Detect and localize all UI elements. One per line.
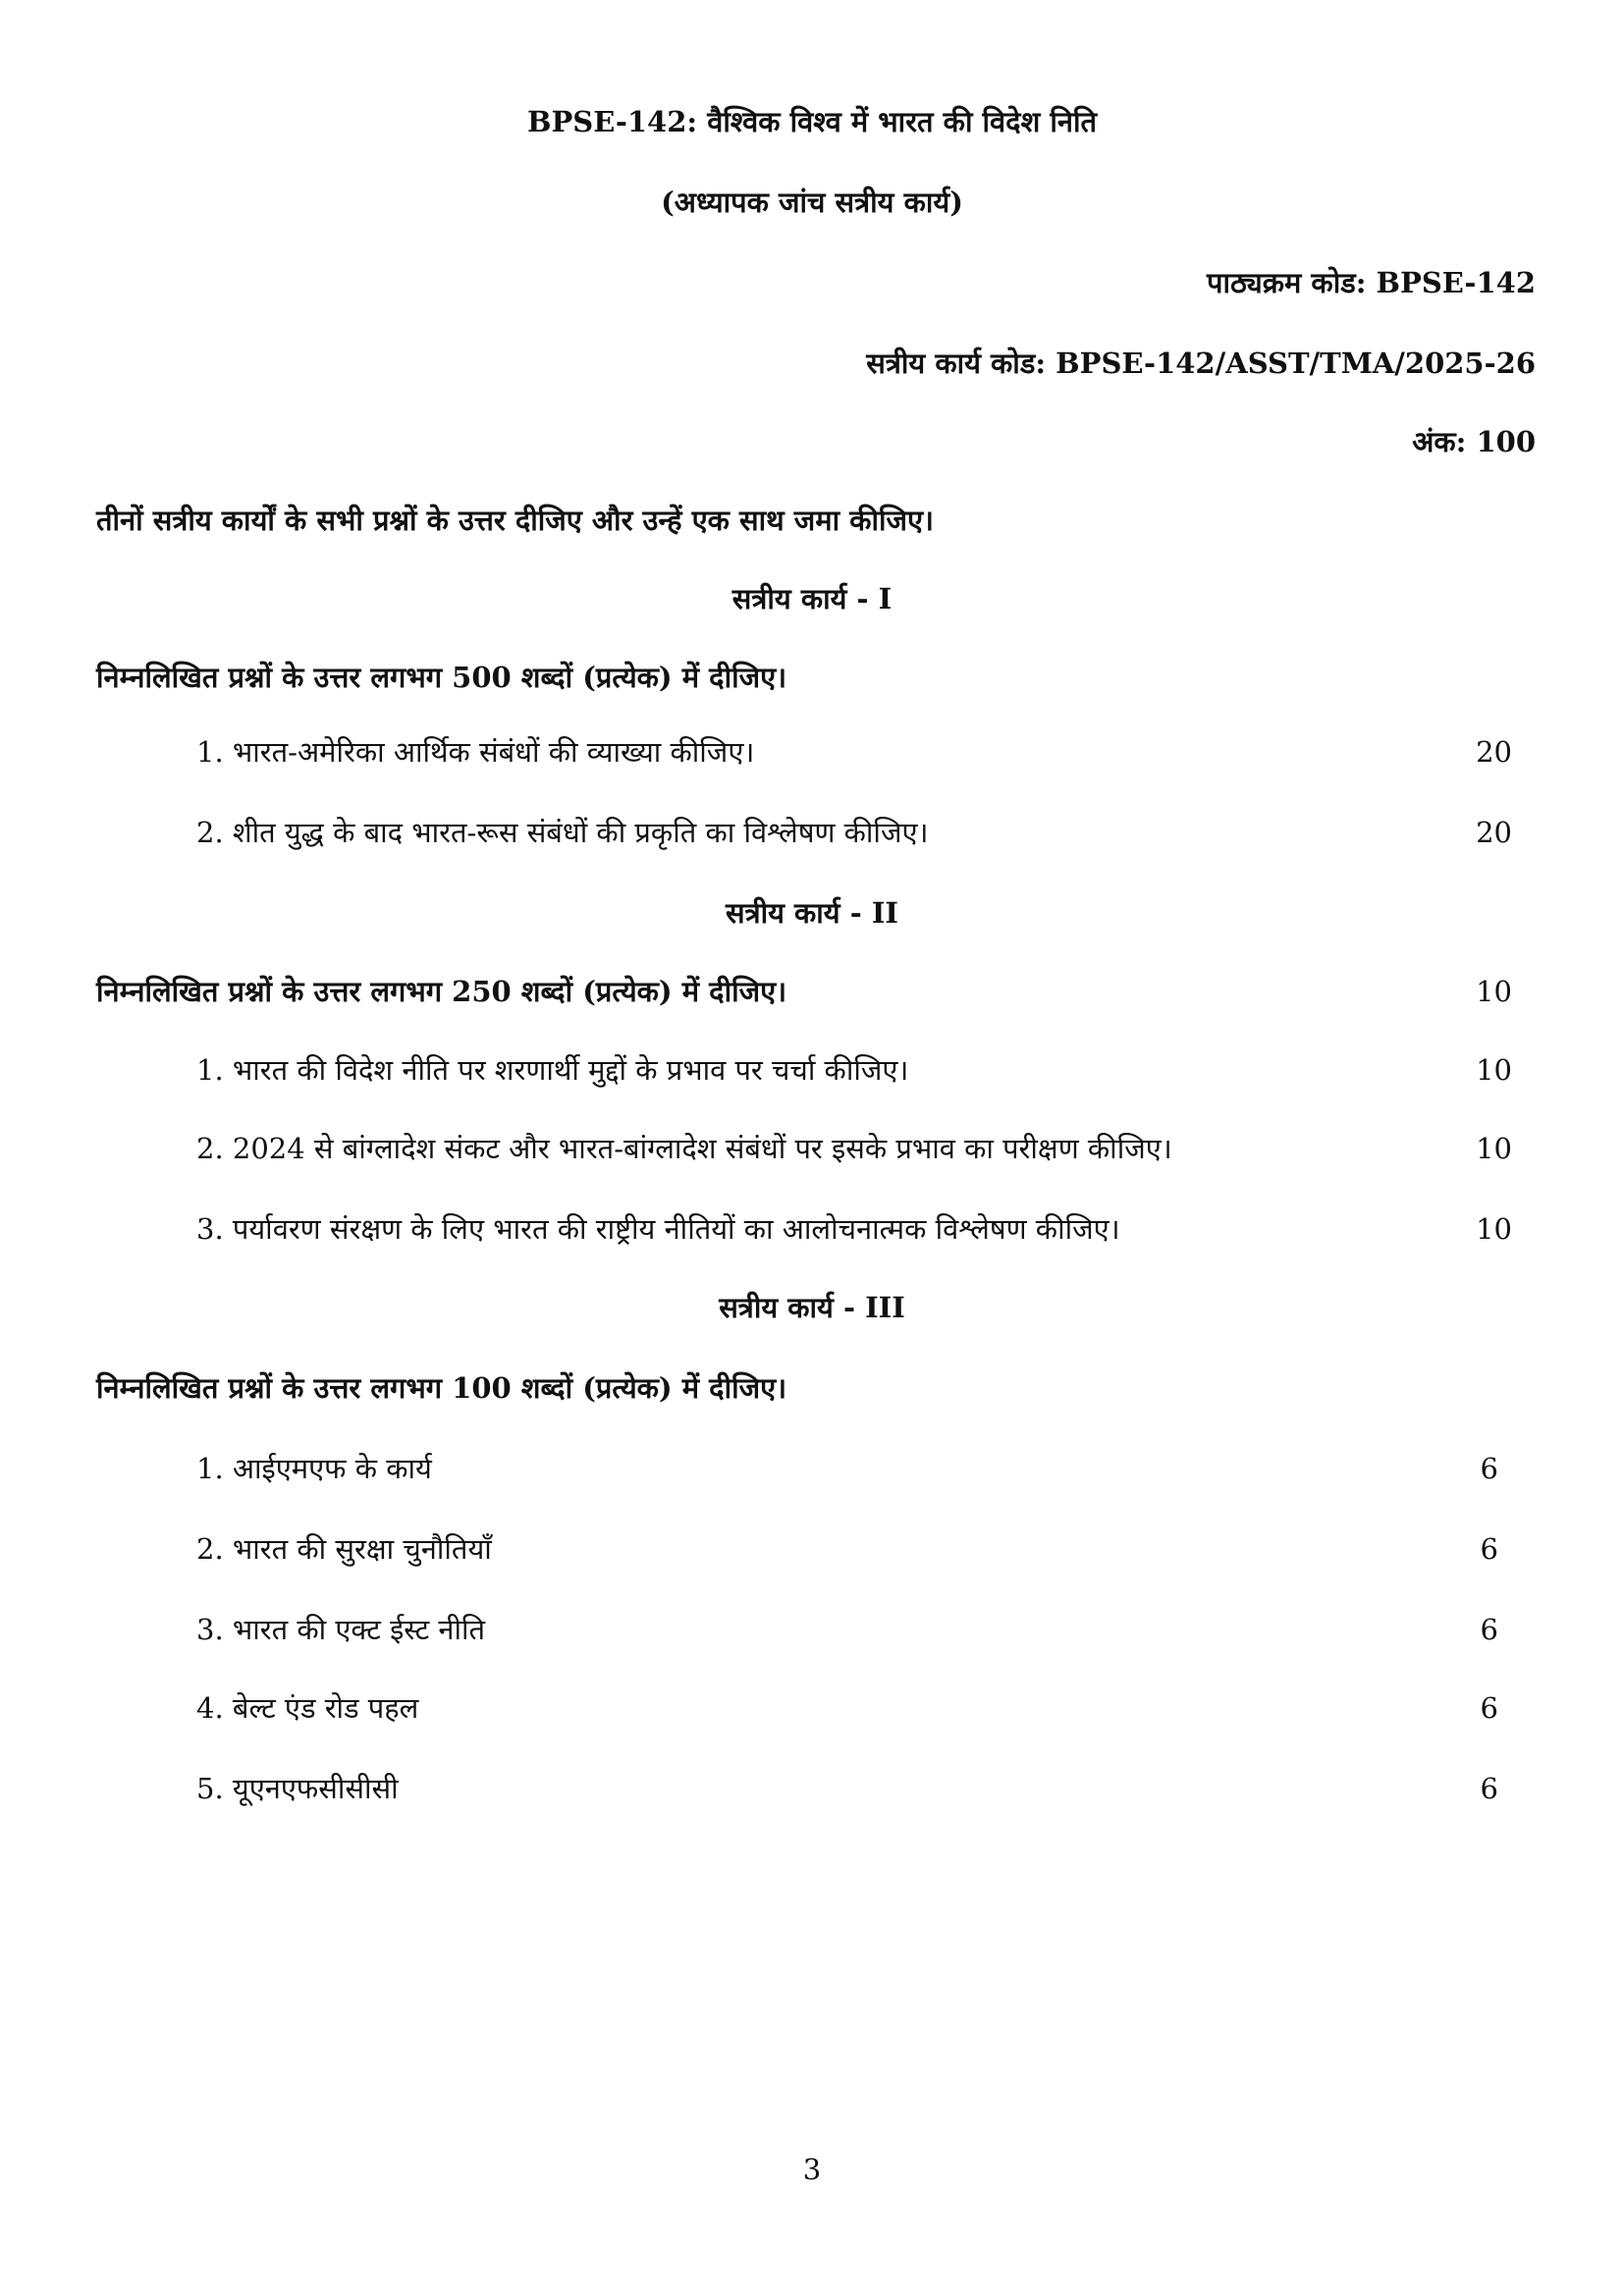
question-text: 1. भारत की विदेश नीति पर शरणार्थी मुद्दों के प्रभाव पर चर्चा कीजिए। [196, 1053, 909, 1087]
page-number: 3 [802, 2153, 822, 2186]
question-text: 3. पर्यावरण संरक्षण के लिए भारत की राष्ट्रीय नीतियों का आलोचनात्मक विश्लेषण कीजिए। [196, 1212, 1120, 1246]
section-heading: सत्रीय कार्य - III [719, 1291, 905, 1324]
section-instruction-marks: 10 [1476, 975, 1512, 1008]
question-text: 3. भारत की एक्ट ईस्ट नीति [196, 1613, 486, 1646]
question-item [196, 1529, 1512, 1569]
general-instruction: तीनों सत्रीय कार्यों के सभी प्रश्नों के उत्तर दीजिए और उन्हें एक साथ जमा कीजिए। [96, 504, 935, 537]
question-marks: 10 [1476, 1053, 1512, 1087]
total-marks: अंक: 100 [1412, 425, 1536, 458]
question-text: 2. शीत युद्ध के बाद भारत-रूस संबंधों की प्रकृति का विश्लेषण कीजिए। [196, 816, 929, 849]
section-instruction: निम्नलिखित प्रश्नों के उत्तर लगभग 250 शब्दों (प्रत्येक) में दीजिए। [96, 975, 787, 1008]
question-text: 1. भारत-अमेरिका आर्थिक संबंधों की व्याख्या कीजिए। [196, 735, 755, 769]
question-marks: 10 [1476, 1212, 1512, 1246]
question-item [196, 732, 1512, 772]
question-item [196, 1209, 1512, 1249]
question-item [196, 1610, 1512, 1649]
question-item [196, 1688, 1512, 1728]
question-text: 5. यूएनएफसीसीसी [196, 1772, 399, 1805]
document-title: BPSE-142: वैश्विक विश्व में भारत की विदेश निति [526, 105, 1098, 138]
question-marks: 6 [1480, 1532, 1498, 1566]
question-item [196, 1449, 1512, 1488]
assignment-code: सत्रीय कार्य कोड: BPSE-142/ASST/TMA/2025-26 [866, 347, 1536, 380]
question-item [196, 1129, 1512, 1168]
section-instruction: निम्नलिखित प्रश्नों के उत्तर लगभग 100 शब्दों (प्रत्येक) में दीजिए। [96, 1371, 787, 1405]
question-item [196, 813, 1512, 852]
question-marks: 6 [1480, 1613, 1498, 1646]
section-instruction: निम्नलिखित प्रश्नों के उत्तर लगभग 500 शब्दों (प्रत्येक) में दीजिए। [96, 661, 787, 694]
section-heading: सत्रीय कार्य - I [731, 582, 893, 615]
document-subtitle: (अध्यापक जांच सत्रीय कार्य) [661, 186, 963, 219]
course-code: पाठ्यक्रम कोड: BPSE-142 [1206, 266, 1536, 299]
question-text: 4. बेल्ट एंड रोड पहल [196, 1691, 419, 1725]
question-marks: 20 [1476, 816, 1512, 849]
question-item [196, 1769, 1512, 1808]
question-marks: 6 [1480, 1772, 1498, 1805]
question-text: 2. 2024 से बांग्लादेश संकट और भारत-बांग्लादेश संबंधों पर इसके प्रभाव का परीक्षण कीजिए। [196, 1132, 1172, 1165]
section-heading: सत्रीय कार्य - II [725, 896, 898, 930]
question-marks: 10 [1476, 1132, 1512, 1165]
question-marks: 6 [1480, 1452, 1498, 1485]
question-marks: 6 [1480, 1691, 1498, 1725]
question-marks: 20 [1476, 735, 1512, 769]
question-text: 2. भारत की सुरक्षा चुनौतियाँ [196, 1532, 492, 1566]
question-item [196, 1050, 1512, 1090]
question-text: 1. आईएमएफ के कार्य [196, 1452, 432, 1485]
